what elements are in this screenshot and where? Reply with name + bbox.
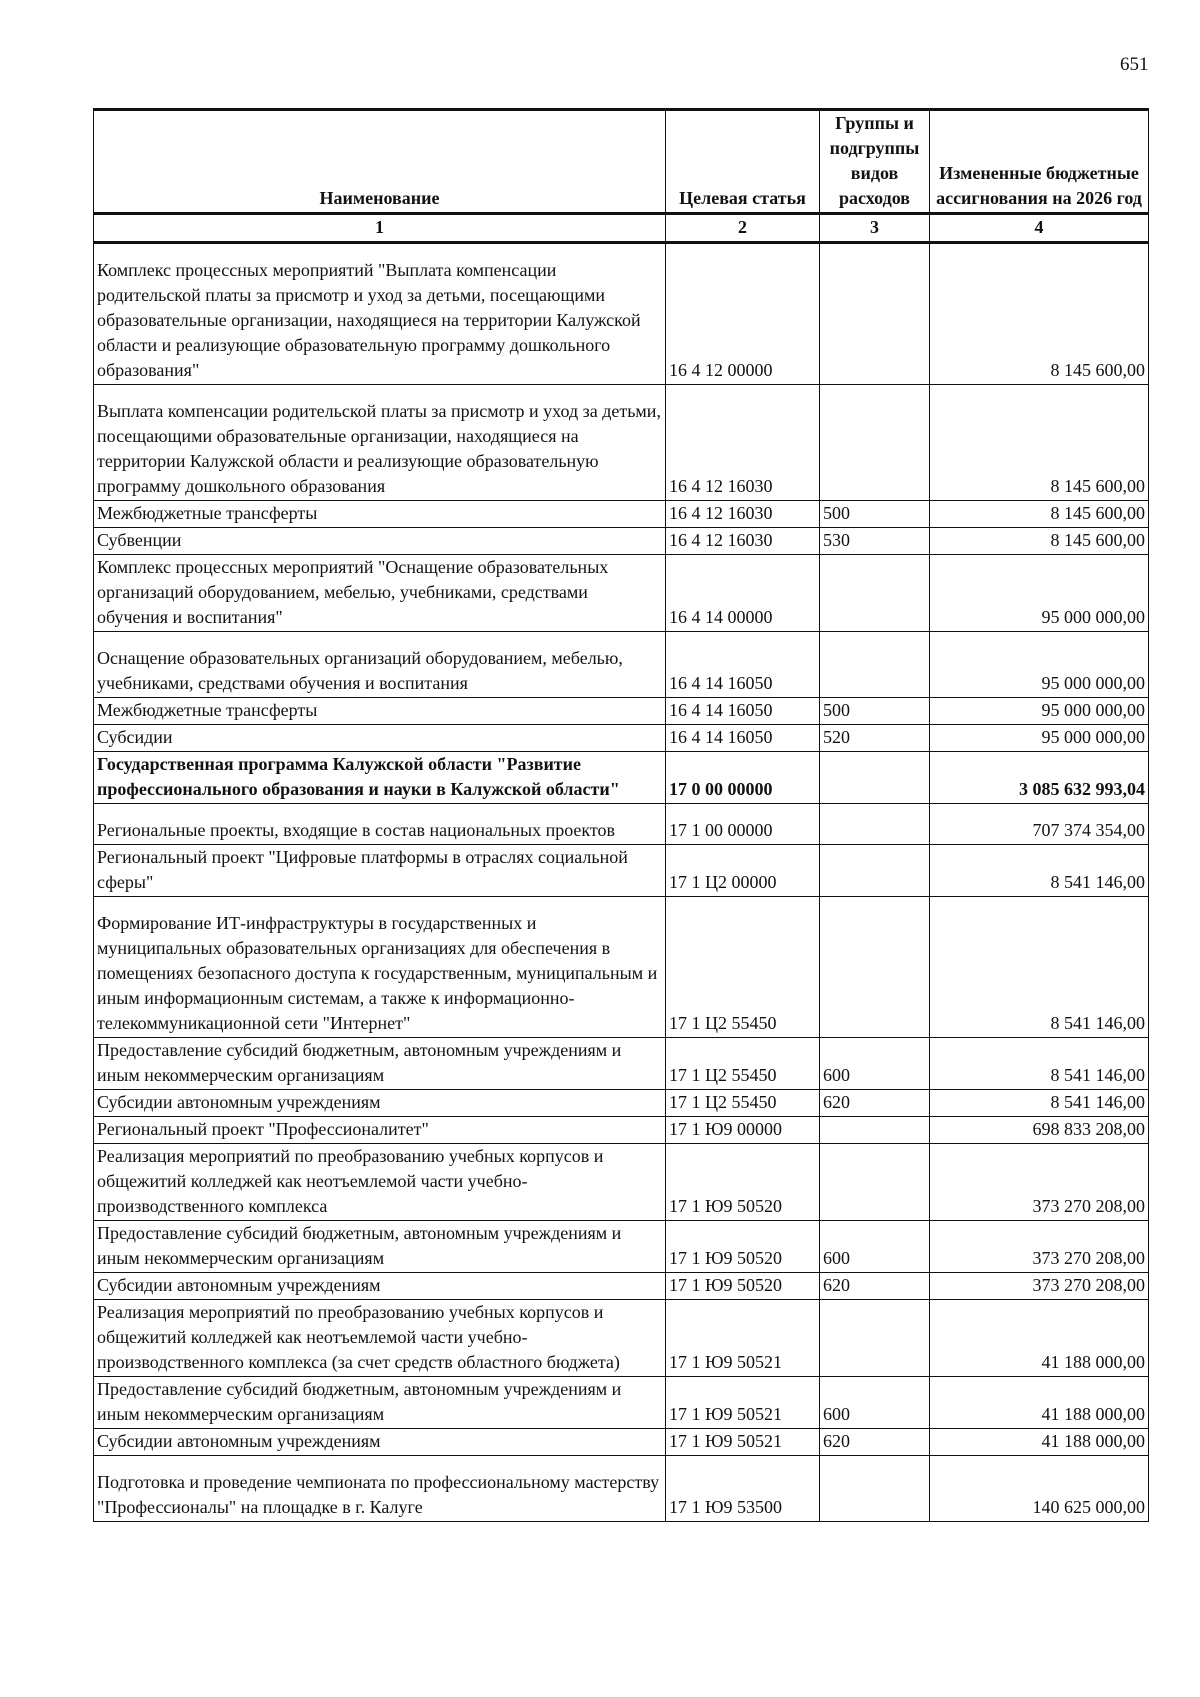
row-name: Предоставление субсидий бюджетным, автономным учреждениям и иным некоммерческим организациям [94, 1221, 666, 1273]
row-name: Выплата компенсации родительской платы за присмотр и уход за детьми, посещающими образовательные организации, находящиеся на территории Калужской области и реализующие образовательную программу дошкольного образования [94, 385, 666, 501]
row-group: 530 [820, 528, 930, 555]
row-name: Межбюджетные трансферты [94, 501, 666, 528]
budget-table [93, 108, 1149, 1522]
row-amount: 8 145 600,00 [930, 385, 1149, 501]
row-name: Субсидии автономным учреждениям [94, 1090, 666, 1117]
row-group [820, 1456, 930, 1522]
table-row [94, 698, 1149, 725]
row-group: 500 [820, 698, 930, 725]
row-code: 17 1 Ю9 53500 [666, 1456, 820, 1522]
row-group [820, 1117, 930, 1144]
page-number: 651 [1120, 54, 1149, 75]
table-row [94, 528, 1149, 555]
table-row [94, 897, 1149, 1038]
row-name: Подготовка и проведение чемпионата по профессиональному мастерству "Профессионалы" на площадке в г. Калуге [94, 1456, 666, 1522]
row-amount: 3 085 632 993,04 [930, 752, 1149, 804]
table-row [94, 1038, 1149, 1090]
row-name: Субвенции [94, 528, 666, 555]
header-budget-allocations: Измененные бюджетные ассигнования на 2026 год [930, 110, 1149, 214]
row-group: 500 [820, 501, 930, 528]
row-code: 16 4 12 16030 [666, 528, 820, 555]
row-name: Региональный проект "Цифровые платформы в отраслях социальной сферы" [94, 845, 666, 897]
row-code: 17 1 00 00000 [666, 804, 820, 845]
row-name: Комплекс процессных мероприятий "Оснащение образовательных организаций оборудованием, мебелью, учебниками, средствами обучения и воспитания" [94, 555, 666, 632]
row-amount: 8 145 600,00 [930, 243, 1149, 385]
row-amount: 95 000 000,00 [930, 632, 1149, 698]
row-amount: 8 145 600,00 [930, 501, 1149, 528]
table-row [94, 632, 1149, 698]
row-code: 16 4 14 16050 [666, 725, 820, 752]
row-name: Реализация мероприятий по преобразованию учебных корпусов и общежитий колледжей как неотъемлемой части учебно-производственного комплекса [94, 1144, 666, 1221]
row-group: 520 [820, 725, 930, 752]
row-amount: 95 000 000,00 [930, 725, 1149, 752]
header-expense-groups: Группы и подгруппы видов расходов [820, 110, 930, 214]
column-number: 2 [666, 214, 820, 243]
row-amount: 373 270 208,00 [930, 1273, 1149, 1300]
row-amount: 698 833 208,00 [930, 1117, 1149, 1144]
column-number-row [94, 214, 1149, 243]
table-row [94, 1144, 1149, 1221]
table-row [94, 804, 1149, 845]
row-name: Субсидии автономным учреждениям [94, 1429, 666, 1456]
table-row [94, 555, 1149, 632]
table-row [94, 1300, 1149, 1377]
row-amount: 8 541 146,00 [930, 1090, 1149, 1117]
header-name: Наименование [94, 110, 666, 214]
row-amount: 95 000 000,00 [930, 698, 1149, 725]
row-name: Субсидии автономным учреждениям [94, 1273, 666, 1300]
row-code: 17 1 Ю9 50520 [666, 1221, 820, 1273]
row-code: 16 4 12 00000 [666, 243, 820, 385]
row-name: Субсидии [94, 725, 666, 752]
row-amount: 373 270 208,00 [930, 1144, 1149, 1221]
row-group [820, 555, 930, 632]
row-code: 17 1 Ц2 55450 [666, 897, 820, 1038]
column-number: 3 [820, 214, 930, 243]
row-group [820, 243, 930, 385]
row-code: 17 1 Ю9 50521 [666, 1429, 820, 1456]
row-name: Оснащение образовательных организаций оборудованием, мебелью, учебниками, средствами обучения и воспитания [94, 632, 666, 698]
row-amount: 8 541 146,00 [930, 1038, 1149, 1090]
row-name: Межбюджетные трансферты [94, 698, 666, 725]
header-row [94, 110, 1149, 214]
row-amount: 707 374 354,00 [930, 804, 1149, 845]
row-code: 17 1 Ю9 00000 [666, 1117, 820, 1144]
row-amount: 8 541 146,00 [930, 897, 1149, 1038]
row-name: Региональный проект "Профессионалитет" [94, 1117, 666, 1144]
row-group [820, 897, 930, 1038]
header-target-article: Целевая статья [666, 110, 820, 214]
row-name: Комплекс процессных мероприятий "Выплата компенсации родительской платы за присмотр и уход за детьми, посещающими образовательные организации, находящиеся на территории Калужской области и реализующие образовательную программу дошкольного образования" [94, 243, 666, 385]
row-group: 620 [820, 1090, 930, 1117]
row-group [820, 1300, 930, 1377]
row-amount: 8 541 146,00 [930, 845, 1149, 897]
row-code: 16 4 14 00000 [666, 555, 820, 632]
row-amount: 95 000 000,00 [930, 555, 1149, 632]
row-group: 620 [820, 1429, 930, 1456]
table-row [94, 845, 1149, 897]
table-row [94, 1273, 1149, 1300]
row-code: 17 1 Ц2 55450 [666, 1090, 820, 1117]
row-amount: 41 188 000,00 [930, 1300, 1149, 1377]
row-group [820, 804, 930, 845]
row-code: 16 4 14 16050 [666, 698, 820, 725]
row-code: 17 1 Ю9 50521 [666, 1300, 820, 1377]
row-name: Предоставление субсидий бюджетным, автономным учреждениям и иным некоммерческим организациям [94, 1038, 666, 1090]
table-row [94, 385, 1149, 501]
row-amount: 8 145 600,00 [930, 528, 1149, 555]
table-row [94, 725, 1149, 752]
table-row [94, 1377, 1149, 1429]
row-group [820, 385, 930, 501]
table-row [94, 1090, 1149, 1117]
row-amount: 41 188 000,00 [930, 1377, 1149, 1429]
table-row [94, 1429, 1149, 1456]
row-name: Государственная программа Калужской области "Развитие профессионального образования и науки в Калужской области" [94, 752, 666, 804]
row-code: 16 4 12 16030 [666, 385, 820, 501]
row-code: 16 4 12 16030 [666, 501, 820, 528]
row-group [820, 752, 930, 804]
row-code: 17 1 Ц2 00000 [666, 845, 820, 897]
row-name: Формирование ИТ-инфраструктуры в государственных и муниципальных образовательных организациях для обеспечения в помещениях безопасного доступа к государственным, муниципальным и иным информационным системам, а также к информационно-телекоммуникационной сети "Интернет" [94, 897, 666, 1038]
table-row [94, 1221, 1149, 1273]
row-group: 600 [820, 1377, 930, 1429]
row-group: 600 [820, 1038, 930, 1090]
row-amount: 373 270 208,00 [930, 1221, 1149, 1273]
row-code: 17 1 Ю9 50520 [666, 1273, 820, 1300]
row-group: 600 [820, 1221, 930, 1273]
table-row [94, 501, 1149, 528]
table-row [94, 1456, 1149, 1522]
table-row [94, 243, 1149, 385]
row-code: 17 1 Ц2 55450 [666, 1038, 820, 1090]
row-amount: 140 625 000,00 [930, 1456, 1149, 1522]
row-name: Региональные проекты, входящие в состав национальных проектов [94, 804, 666, 845]
column-number: 1 [94, 214, 666, 243]
row-code: 17 1 Ю9 50520 [666, 1144, 820, 1221]
row-name: Реализация мероприятий по преобразованию учебных корпусов и общежитий колледжей как неотъемлемой части учебно-производственного комплекса (за счет средств областного бюджета) [94, 1300, 666, 1377]
row-code: 16 4 14 16050 [666, 632, 820, 698]
row-amount: 41 188 000,00 [930, 1429, 1149, 1456]
row-group: 620 [820, 1273, 930, 1300]
row-code: 17 1 Ю9 50521 [666, 1377, 820, 1429]
row-group [820, 845, 930, 897]
row-code: 17 0 00 00000 [666, 752, 820, 804]
table-row [94, 1117, 1149, 1144]
column-number: 4 [930, 214, 1149, 243]
row-group [820, 632, 930, 698]
row-group [820, 1144, 930, 1221]
row-name: Предоставление субсидий бюджетным, автономным учреждениям и иным некоммерческим организациям [94, 1377, 666, 1429]
table-row [94, 752, 1149, 804]
